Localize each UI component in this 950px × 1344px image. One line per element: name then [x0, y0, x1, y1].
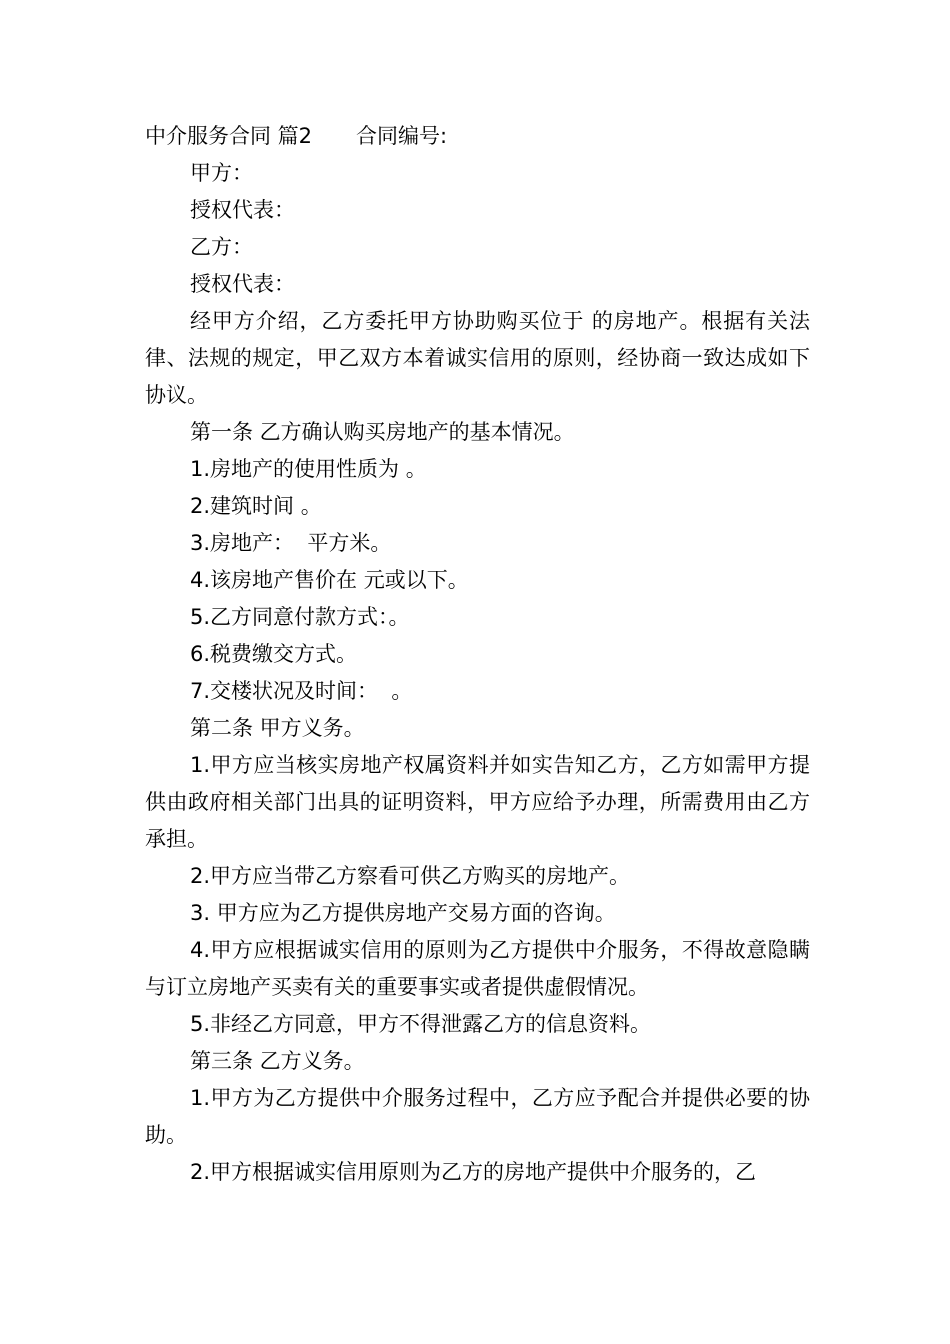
article-3-heading: 第三条 乙方义务。 [190, 1049, 365, 1073]
article-1-item-6: 6.税费缴交方式。 [190, 642, 358, 666]
article-1-item-5: 5.乙方同意付款方式：。 [190, 605, 410, 629]
article-1-item-3: 3.房地产： 平方米。 [190, 531, 392, 555]
document-body [145, 118, 810, 1191]
article-1-item-1: 1.房地产的使用性质为 。 [190, 457, 427, 481]
contract-title: 中介服务合同 篇2 [145, 124, 313, 148]
article-2-item-1: 1.甲方应当核实房地产权属资料并如实告知乙方，乙方如需甲方提供由政府相关部门出具的证明资料，甲方应给予办理，所需费用由乙方承担。 [145, 753, 810, 851]
article-1-item-2: 2.建筑时间 。 [190, 494, 322, 518]
article-3-item-2: 2.甲方根据诚实信用原则为乙方的房地产提供中介服务的，乙 [190, 1160, 757, 1184]
article-2-heading: 第二条 甲方义务。 [190, 716, 365, 740]
document-title [145, 118, 810, 155]
party-a-line: 甲方： [190, 161, 253, 185]
article-3-item-1: 1.甲方为乙方提供中介服务过程中，乙方应予配合并提供必要的协助。 [145, 1086, 810, 1147]
preamble-paragraph: 经甲方介绍，乙方委托甲方协助购买位于 的房地产。根据有关法律、法规的规定，甲乙双方本着诚实信用的原则，经协商一致达成如下协议。 [145, 309, 810, 407]
party-b-line: 乙方： [190, 235, 253, 259]
contract-number-label: 合同编号: [356, 124, 448, 148]
article-2-item-3: 3. 甲方应为乙方提供房地产交易方面的咨询。 [190, 901, 616, 925]
article-2-item-4: 4.甲方应根据诚实信用的原则为乙方提供中介服务，不得故意隐瞒与订立房地产买卖有关的重要事实或者提供虚假情况。 [145, 938, 810, 999]
party-a-representative-line: 授权代表： [190, 198, 295, 222]
article-2-item-5: 5.非经乙方同意，甲方不得泄露乙方的信息资料。 [190, 1012, 652, 1036]
article-1-item-7: 7.交楼状况及时间： 。 [190, 679, 413, 703]
article-1-item-4: 4.该房地产售价在 元或以下。 [190, 568, 469, 592]
article-1-heading: 第一条 乙方确认购买房地产的基本情况。 [190, 420, 575, 444]
party-b-representative-line: 授权代表： [190, 272, 295, 296]
article-2-item-2: 2.甲方应当带乙方察看可供乙方购买的房地产。 [190, 864, 631, 888]
